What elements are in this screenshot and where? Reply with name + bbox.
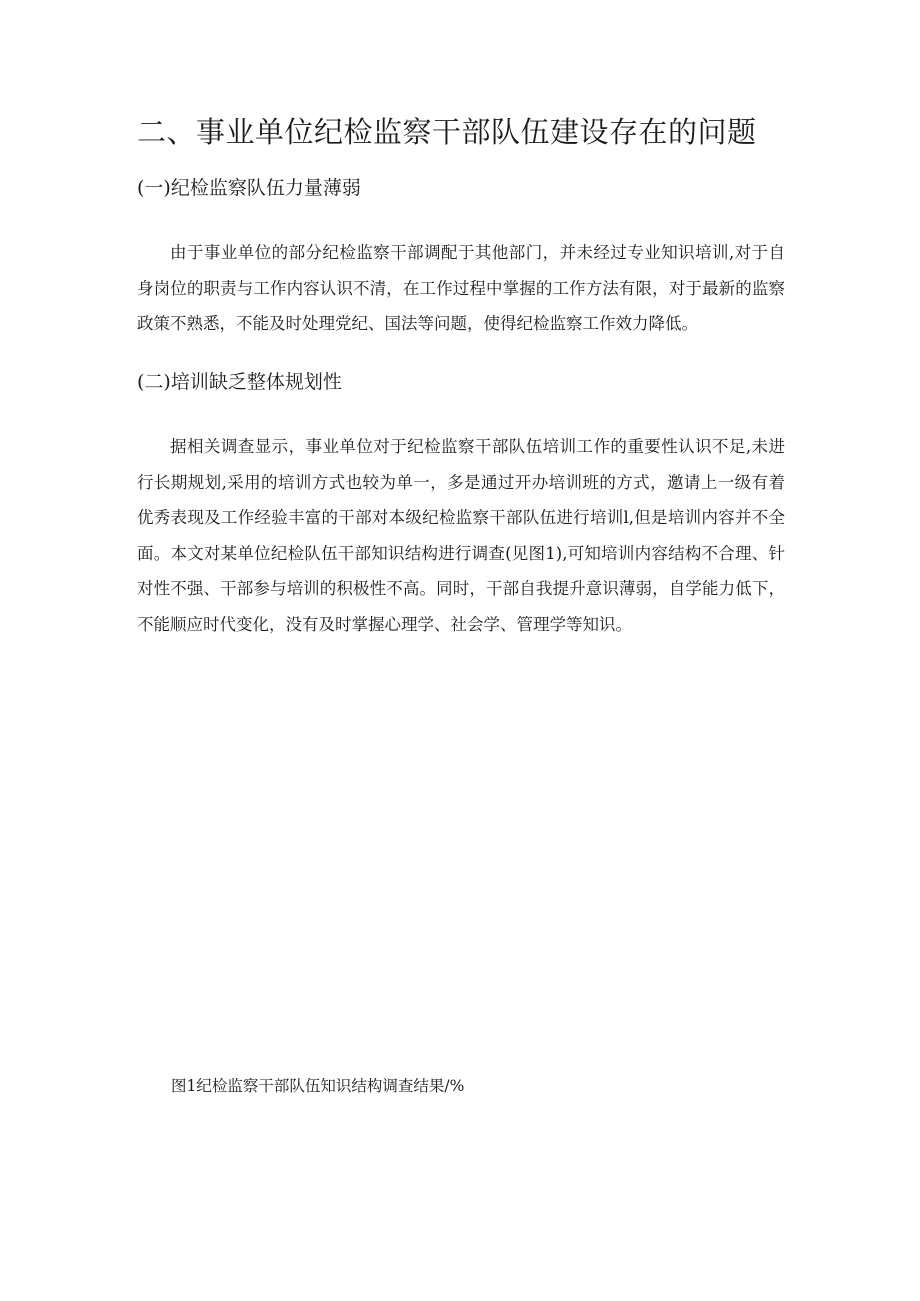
subsection-paragraph-2: 据相关调查显示，事业单位对于纪检监察干部队伍培训工作的重要性认识不足,未进行长期规划,采用的培训方式也较为单一，多是通过开办培训班的方式，邀请上一级有着优秀表现及工作经验丰富的干部对本级纪检监察干部队伍进行培训l,但是培训内容并不全面。本文对某单位纪检队伍干部知识结构进行调查(见图1),可知培训内容结构不合理、针对性不强、干部参与培训的积极性不高。同时，干部自我提升意识薄弱，自学能力低下，不能顺应时代变化，没有及时掌握心理学、社会学、管理学等知识。	[137, 437, 785, 634]
subsection-paragraph-1: 由于事业单位的部分纪检监察干部调配于其他部门，并未经过专业知识培训,对于自身岗位的职责与工作内容认识不清，在工作过程中掌握的工作方法有限，对于最新的监察政策不熟悉，不能及时处理党纪、国法等问题，使得纪检监察工作效力降低。	[137, 243, 785, 333]
subsection-heading-1: (一)纪检监察队伍力量薄弱	[137, 177, 361, 199]
figure-placeholder	[137, 670, 785, 1060]
figure-caption: 图1纪检监察干部队伍知识结构调查结果/%	[171, 1077, 465, 1095]
subsection-heading-2: (二)培训缺乏整体规划性	[137, 371, 342, 393]
section-heading: 二、事业单位纪检监察干部队伍建设存在的问题	[137, 115, 757, 149]
